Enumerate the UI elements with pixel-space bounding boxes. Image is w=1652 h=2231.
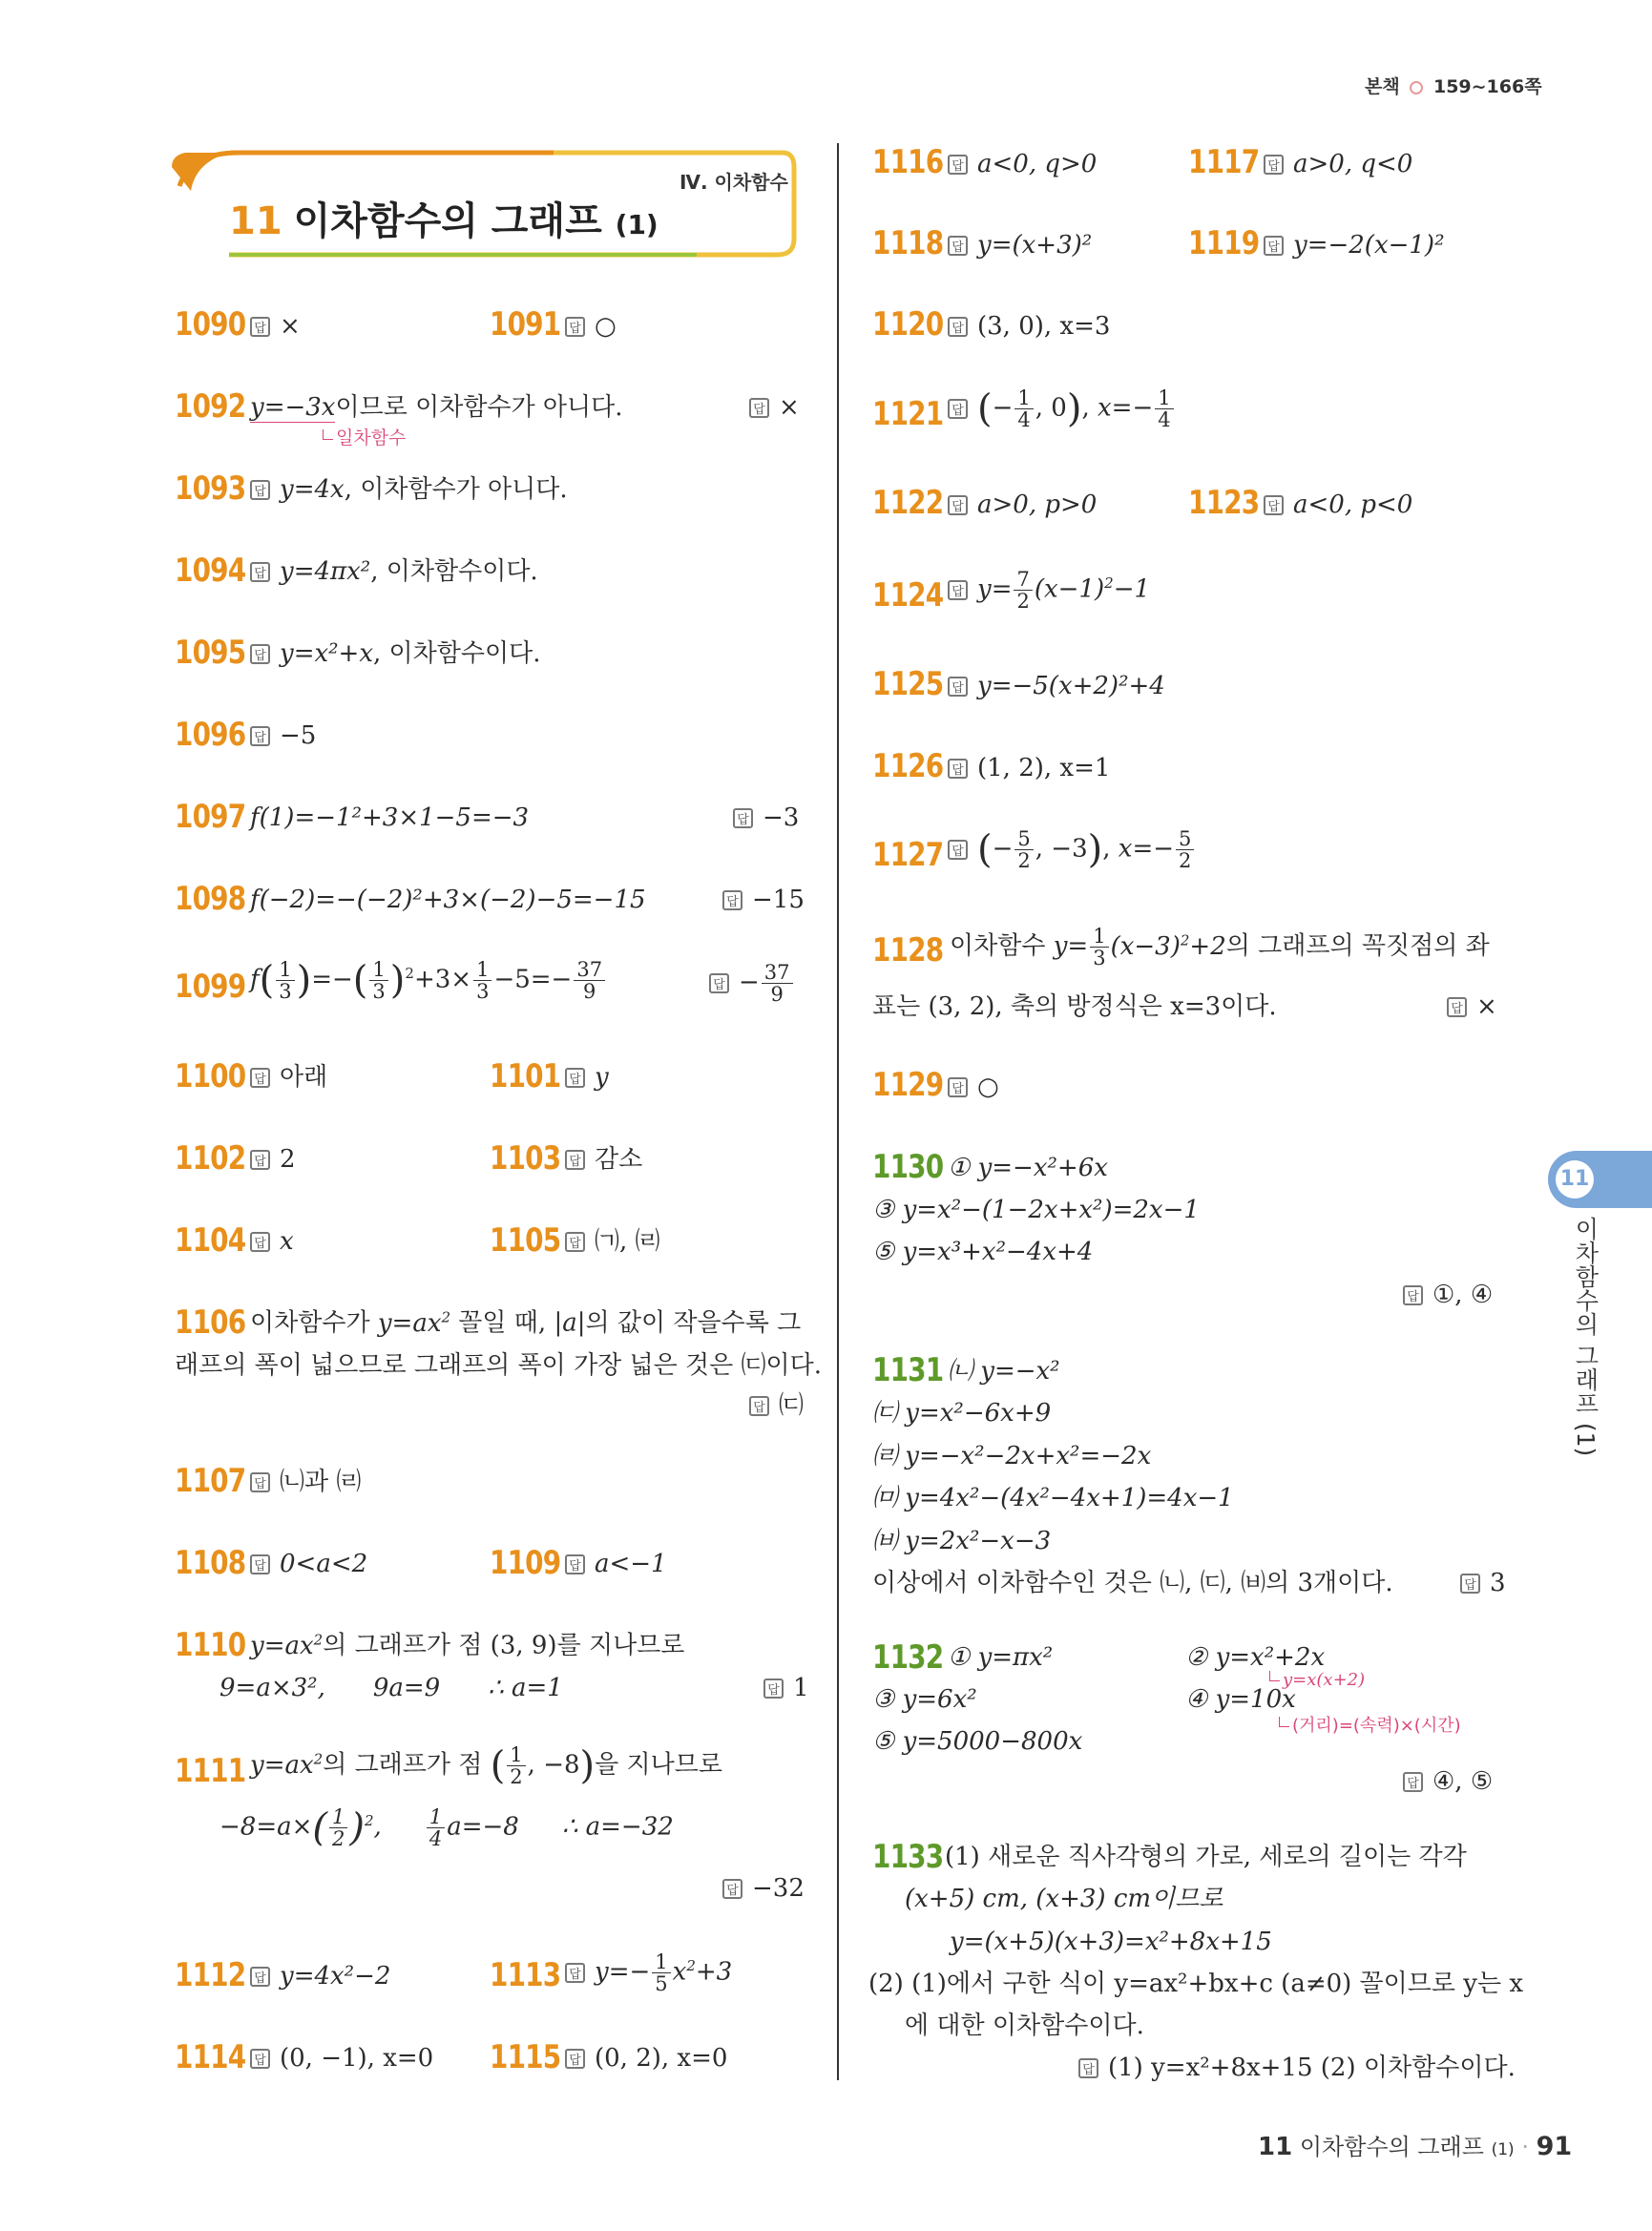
answer: [1447, 992, 1497, 1022]
problem-number: 1112: [175, 1956, 246, 1994]
solution-line: ③ y=6x²: [872, 1685, 977, 1714]
equation: f(1)=−1²+3×1−5=−3: [250, 803, 530, 832]
answer: [250, 1145, 296, 1175]
problem-number: 1099: [175, 968, 246, 1006]
answer-value: a>0, q<0: [1293, 150, 1413, 178]
solution-line: ① y=−x²+6x: [948, 1154, 1108, 1182]
solution-phrase: 의 그래프가 점 (3, 9)를 지나므로: [323, 1631, 685, 1660]
solution-phrase: 의 그래프의 꼭짓점의 좌: [1225, 931, 1490, 961]
answer: [565, 1063, 609, 1093]
side-tab-label: 이차함수의 그래프 (1): [1572, 1217, 1600, 1457]
solution-line: ㈃ y=−x²−2x+x²=−2x: [872, 1442, 1152, 1470]
problem-number: 1101: [490, 1057, 561, 1095]
problem-number: 1131: [872, 1351, 944, 1389]
answer: [250, 312, 301, 342]
problem-number: 1125: [872, 665, 944, 703]
solution-line: 이차함수가 $y=ax^2$ 꼴일 때, |a|의 값이 작을수록 그: [250, 1308, 802, 1338]
answer-mark-icon: 답: [948, 677, 968, 697]
solution-line: y=(x+5)(x+3)=x²+8x+15: [950, 1928, 1272, 1956]
solution-line: $y=ax^2$의 그래프가 점 ( $\frac{1}{2}$ , −8)을 지나므로: [250, 1743, 722, 1789]
answer-mark-icon: 답: [250, 317, 270, 337]
side-tab-number: 11: [1556, 1160, 1594, 1199]
answer: [722, 886, 805, 915]
answer: [565, 1145, 642, 1175]
answer-value: −15: [752, 886, 805, 914]
annotation-note: [1279, 1712, 1461, 1737]
answer-value: ㈂: [779, 1391, 805, 1420]
solution-line: 표는 (3, 2), 축의 방정식은 x=3이다.: [872, 992, 1277, 1021]
answer-value: x: [280, 1227, 294, 1256]
problem-number: 1113: [490, 1956, 561, 1994]
solution-line: 래프의 폭이 넓으므로 그래프의 폭이 가장 넓은 것은 ㈂이다.: [175, 1351, 823, 1380]
solution-line: −8=a×( $\frac{1}{2}$ )$^2$, $\frac{1}{4}$ a=−8 ∴ a=−32: [220, 1805, 674, 1851]
answer-value: 아래: [280, 1063, 328, 1092]
problem-number: 1129: [872, 1066, 944, 1104]
answer-value: ○: [595, 312, 617, 341]
chapter-title: 이차함수의 그래프: [293, 199, 602, 243]
solution-line: (2) (1)에서 구한 식이 y=ax²+bx+c (a≠0) 꼴이므로 y는 x: [868, 1970, 1524, 1998]
answer-mark-icon: 답: [565, 2049, 585, 2069]
problem-number: 1123: [1188, 484, 1260, 522]
answer-mark-icon: 답: [1264, 236, 1284, 256]
answer-value: a<−1: [595, 1550, 667, 1578]
answer-value: (3, 0), x=3: [977, 312, 1111, 341]
answer: [763, 1674, 809, 1703]
answer-value: −3: [763, 803, 800, 832]
problem-number: 1098: [175, 880, 246, 918]
answer-mark-icon: 답: [565, 1554, 585, 1574]
answer-mark-icon: 답: [948, 495, 968, 515]
answer-mark-icon: 답: [565, 317, 585, 337]
answer: [948, 490, 1097, 520]
answer-value: 1: [793, 1674, 809, 1702]
answer: [250, 1227, 294, 1257]
solution-line: ② y=x²+2x: [1185, 1643, 1326, 1672]
answer-value: (0, 2), x=0: [595, 2044, 728, 2073]
answer-value: a>0, p>0: [977, 490, 1098, 519]
problem-number: 1122: [872, 484, 944, 522]
answer-value: ④, ⑤: [1432, 1767, 1494, 1796]
answer-value: y=−2(x−1)²: [1293, 231, 1445, 260]
problem-number: 1092: [175, 387, 246, 426]
problem-number: 1118: [872, 224, 944, 262]
problem-number: 1110: [175, 1626, 246, 1664]
answer: [565, 1227, 660, 1257]
equation: y=4πx²: [280, 557, 371, 586]
answer: [1403, 1767, 1493, 1797]
answer-mark-icon: 답: [948, 155, 968, 175]
solution-line: ㈂ y=x²−6x+9: [872, 1399, 1052, 1428]
equation: y=−3x: [250, 393, 336, 422]
problem-number: 1091: [490, 305, 561, 344]
answer-value: ㈀, ㈃: [595, 1227, 660, 1256]
solution-line: ③ y=x²−(1−2x+x²)=2x−1: [872, 1196, 1200, 1224]
answer-mark-icon: 답: [565, 1232, 585, 1252]
solution-line: ① y=πx²: [948, 1643, 1054, 1672]
answer: 답 − $\frac{37}{9}$: [709, 962, 795, 1005]
answer-mark-icon: 답: [709, 973, 729, 993]
equation: f( $\frac{1}{3}$ )=−( $\frac{1}{3}$ )$^2$+3× $\frac{1}{3}$ −5=− $\frac{37}{9}$: [250, 959, 607, 1002]
problem-number: 1102: [175, 1139, 246, 1178]
answer-phrase: , 이차함수가 아니다.: [344, 475, 568, 504]
solution-phrase: 이차함수가: [250, 1308, 378, 1338]
note-text: (거리)=(속력)×(시간): [1292, 1716, 1461, 1736]
answer-value: ㈁과 ㈃: [280, 1468, 362, 1496]
chapter-title-box: [172, 148, 802, 262]
problem-number: 1126: [872, 747, 944, 785]
answer-mark-icon: 답: [250, 644, 270, 664]
problem-number: 1090: [175, 305, 246, 344]
answer-mark-icon: 답: [250, 726, 270, 746]
answer-mark-icon: 답: [250, 562, 270, 582]
answer-mark-icon: 답: [948, 1077, 968, 1097]
solution-line: (x+5) cm, (x+3) cm이므로: [905, 1885, 1223, 1913]
problem-number: 1115: [490, 2038, 561, 2076]
problem-number: 1119: [1188, 224, 1260, 262]
answer: [250, 2044, 433, 2074]
solution-line: $y=ax^2$의 그래프가 점 (3, 9)를 지나므로: [250, 1631, 685, 1660]
footer-title: 이차함수의 그래프: [1299, 2134, 1484, 2160]
answer-value: 0<a<2: [280, 1550, 368, 1578]
answer-value: (1) y=x²+8x+15 (2) 이차함수이다.: [1108, 2054, 1516, 2082]
answer: [1264, 490, 1412, 520]
solution-line: 이상에서 이차함수인 것은 ㈁, ㈂, ㈅의 3개이다.: [872, 1569, 1393, 1597]
answer-value: ×: [280, 312, 301, 341]
answer-mark-icon: 답: [948, 236, 968, 256]
equation: ∴ a=1: [488, 1674, 563, 1702]
solution-phrase: 이므로 이차함수가 아니다.: [335, 393, 623, 422]
answer-value: y=(x+3)²: [977, 231, 1093, 260]
answer-mark-icon: 답: [565, 1068, 585, 1088]
problem-number: 1096: [175, 716, 246, 754]
answer: 답 (− $\frac{1}{4}$ , 0), x=− $\frac{1}{4}$: [948, 387, 1176, 430]
answer-value: a<0, q>0: [977, 150, 1098, 178]
page-number: 91: [1536, 2132, 1573, 2161]
answer-mark-icon: 답: [250, 1068, 270, 1088]
answer-mark-icon: 답: [1403, 1772, 1423, 1792]
solution-phrase: 의 그래프가 점: [323, 1750, 483, 1780]
equation: y=4x: [280, 475, 345, 504]
chapter-number: 11: [229, 199, 282, 243]
answer-mark-icon: 답: [250, 1554, 270, 1574]
answer-value: (1, 2), x=1: [977, 754, 1111, 782]
header-pages: 159~166쪽: [1432, 76, 1542, 97]
answer-value: ×: [779, 393, 800, 422]
answer: 답 y= $\frac{7}{2}$ $(x-1)^2-1$: [948, 569, 1150, 612]
problem-number: 1106: [175, 1303, 246, 1342]
answer: [948, 672, 1165, 701]
problem-number: 1124: [872, 576, 944, 615]
answer-mark-icon: 답: [948, 840, 968, 860]
answer-mark-icon: 답: [250, 2049, 270, 2069]
problem-number: 1107: [175, 1462, 246, 1500]
answer: [1403, 1281, 1493, 1310]
chapter-side-tab: [1548, 1151, 1652, 1208]
answer: [733, 803, 799, 833]
solution-line: [220, 1674, 563, 1703]
answer: [250, 1550, 367, 1579]
answer: [250, 557, 538, 587]
annotation-note: [323, 424, 406, 449]
answer: [1264, 150, 1412, 179]
problem-number: 1120: [872, 305, 944, 344]
problem-number: 1104: [175, 1221, 246, 1260]
answer: [565, 312, 617, 342]
solution-line: 에 대한 이차함수이다.: [905, 2012, 1144, 2040]
answer-value: y=−5(x+2)²+4: [977, 672, 1165, 700]
answer-mark-icon: 답: [1460, 1574, 1480, 1594]
problem-number: 1127: [872, 836, 944, 874]
problem-number: 1095: [175, 634, 246, 672]
problem-number: 1128: [872, 931, 944, 970]
answer-mark-icon: 답: [1078, 2058, 1098, 2078]
solution-line: ㈄ y=4x²−(4x²−4x+1)=4x−1: [872, 1484, 1234, 1512]
solution-phrase: 이차함수: [950, 931, 1046, 961]
answer-value: 2: [280, 1145, 296, 1174]
answer-mark-icon: 답: [250, 1472, 270, 1492]
chapter-heading: [229, 191, 659, 245]
problem-number: 1093: [175, 469, 246, 508]
problem-number: 1114: [175, 2038, 246, 2076]
answer-mark-icon: 답: [250, 1967, 270, 1987]
answer-mark-icon: 답: [948, 580, 968, 600]
problem-number: 1111: [175, 1752, 246, 1790]
header-book: 본책: [1365, 76, 1400, 97]
answer: [250, 721, 316, 751]
solution-phrase: 의 값이 작을수록 그: [585, 1308, 802, 1338]
answer-mark-icon: 답: [948, 317, 968, 337]
answer: [250, 639, 541, 669]
answer-value: a<0, p<0: [1293, 490, 1413, 519]
answer-value: (0, −1), x=0: [280, 2044, 434, 2073]
answer: [948, 754, 1110, 783]
answer: [948, 1073, 999, 1102]
equation: 9a=9: [372, 1674, 441, 1702]
problem-number: 1133: [872, 1838, 944, 1876]
note-text: y=x(x+2): [1283, 1670, 1366, 1690]
answer-value: ×: [1476, 992, 1497, 1021]
answer-mark-icon: 답: [948, 759, 968, 779]
answer-mark-icon: 답: [763, 1678, 784, 1699]
equation: y=x²+x: [280, 639, 374, 668]
answer: [250, 1063, 327, 1093]
problem-number: 1103: [490, 1139, 561, 1178]
answer-phrase: , 이차함수이다.: [370, 557, 538, 586]
solution-line: ㈁ y=−x²: [948, 1357, 1060, 1386]
problem-number: 1121: [872, 395, 944, 433]
solution-phrase: 꼴일 때,: [450, 1308, 554, 1338]
solution-phrase: 을 지나므로: [595, 1750, 722, 1780]
answer: [948, 312, 1110, 342]
answer: [1078, 2054, 1516, 2083]
answer-value: −5: [280, 721, 317, 750]
note-text: 일차함수: [336, 427, 407, 448]
answer: 답 y=− $\frac{1}{5}$ $x^2+3$: [565, 1951, 732, 1994]
answer: [250, 475, 568, 505]
problem-number: 1108: [175, 1544, 246, 1582]
answer: [948, 231, 1092, 261]
solution-line: ⑤ y=x³+x²−4x+4: [872, 1238, 1094, 1266]
answer: [1264, 231, 1445, 261]
problem-number: 1100: [175, 1057, 246, 1095]
answer-value: 3: [1490, 1569, 1506, 1597]
answer: [565, 1550, 667, 1579]
answer: [722, 1874, 805, 1904]
answer-value: 감소: [595, 1145, 643, 1174]
header-circle-icon: [1410, 81, 1423, 94]
answer: [250, 1962, 390, 1991]
problem-number: 1116: [872, 143, 944, 181]
answer: [948, 150, 1097, 179]
answer-value: y=4x²−2: [280, 1962, 391, 1991]
problem-number: 1132: [872, 1638, 944, 1677]
answer-mark-icon: 답: [250, 1150, 270, 1170]
footer-chapter-number: 11: [1258, 2133, 1293, 2161]
solution-text: [250, 393, 623, 423]
solution-line: ⑤ y=5000−800x: [872, 1727, 1083, 1756]
answer: 답 (− $\frac{5}{2}$ , −3), x=− $\frac{5}{2}$: [948, 828, 1196, 871]
answer-mark-icon: 답: [1447, 997, 1467, 1017]
answer-value: −32: [752, 1874, 805, 1903]
page-footer: 11 이차함수의 그래프 (1) · 91: [1258, 2132, 1573, 2161]
problem-number: 1130: [872, 1148, 944, 1186]
problem-number: 1097: [175, 798, 246, 836]
answer-value: y: [595, 1063, 609, 1092]
equation: 9=a×3²,: [220, 1674, 325, 1702]
answer-mark-icon: 답: [722, 890, 742, 910]
answer-mark-icon: 답: [1264, 495, 1284, 515]
answer: [250, 1468, 361, 1497]
problem-number: 1109: [490, 1544, 561, 1582]
answer-mark-icon: 답: [722, 1879, 742, 1899]
equation: f(−2)=−(−2)²+3×(−2)−5=−15: [250, 886, 646, 914]
answer-value: ○: [977, 1073, 999, 1101]
answer-mark-icon: 답: [733, 808, 753, 828]
solution-line: ㈅ y=2x²−x−3: [872, 1527, 1052, 1555]
answer: [749, 393, 800, 423]
answer-mark-icon: 답: [250, 480, 270, 500]
answer-mark-icon: 답: [749, 1396, 769, 1416]
column-divider: [837, 143, 839, 2080]
answer-value: ①, ④: [1432, 1281, 1494, 1309]
unit-label: Ⅳ. 이차함수: [680, 171, 788, 194]
problem-number: 1094: [175, 552, 246, 590]
solution-line: (1) 새로운 직사각형의 가로, 세로의 길이는 각각: [945, 1843, 1467, 1871]
problem-number: 1105: [490, 1221, 561, 1260]
answer: [1460, 1569, 1506, 1598]
page-header: [1365, 73, 1542, 98]
footer-part: (1): [1491, 2140, 1515, 2159]
answer-mark-icon: 답: [565, 1963, 585, 1983]
answer: [749, 1391, 804, 1421]
answer-phrase: , 이차함수이다.: [373, 639, 541, 668]
answer-mark-icon: 답: [749, 398, 769, 418]
answer-mark-icon: 답: [1264, 155, 1284, 175]
answer-mark-icon: 답: [250, 1232, 270, 1252]
answer-mark-icon: 답: [565, 1150, 585, 1170]
answer: [565, 2044, 727, 2074]
chapter-part: (1): [615, 209, 659, 240]
answer-mark-icon: 답: [948, 399, 968, 419]
answer-mark-icon: 답: [1403, 1285, 1423, 1305]
problem-number: 1117: [1188, 143, 1260, 181]
solution-line: 이차함수 y= $\frac{1}{3}$ $(x-3)^2+2$의 그래프의 꼭짓점의 좌: [950, 925, 1490, 970]
solution-line: ④ y=10x: [1185, 1685, 1296, 1714]
